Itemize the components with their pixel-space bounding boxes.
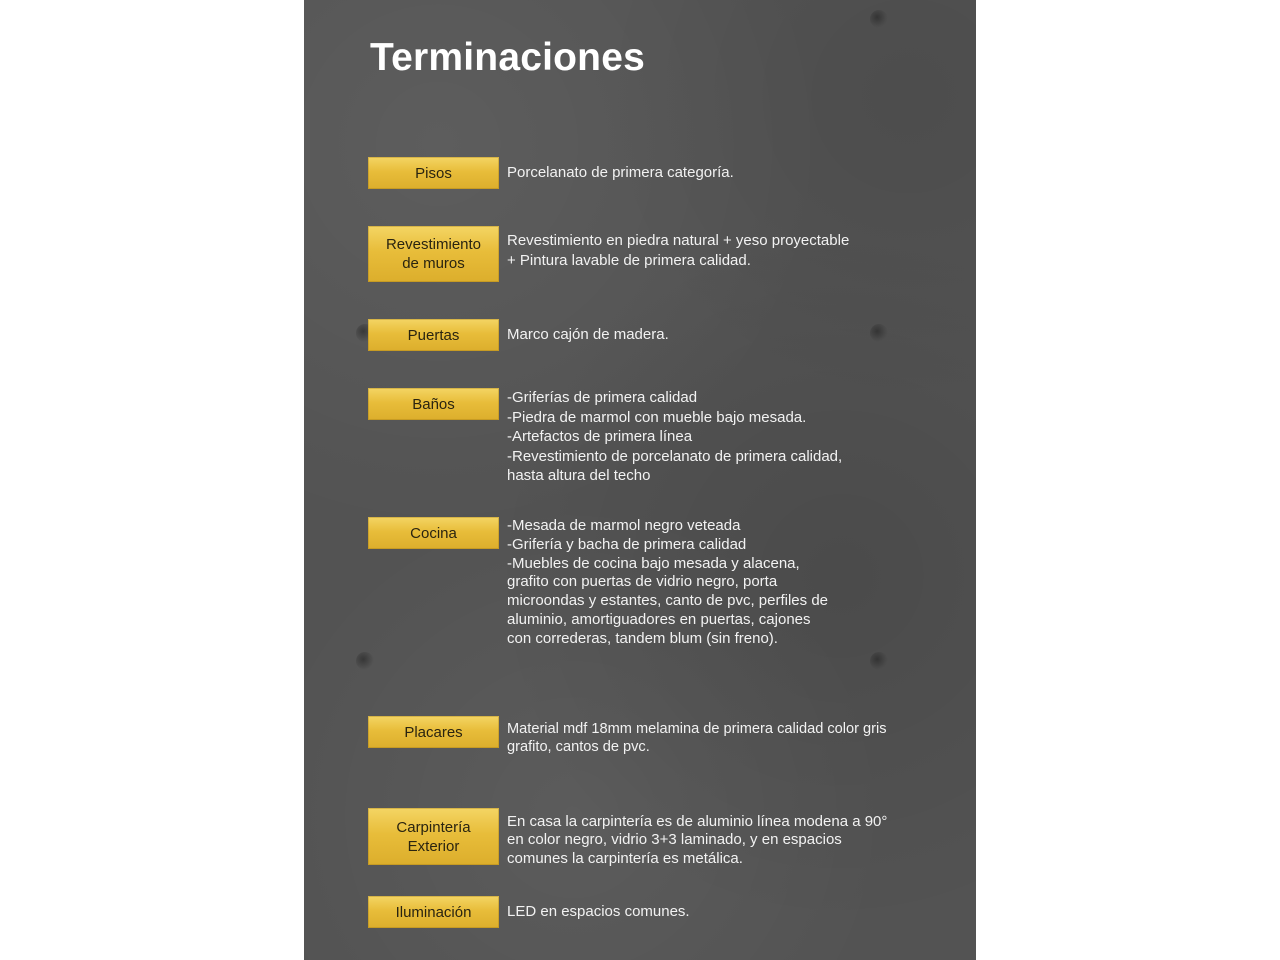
category-label: Baños — [368, 388, 499, 420]
category-description: Marco cajón de madera. — [507, 326, 669, 343]
category-label: Cocina — [368, 517, 499, 549]
category-description: Porcelanato de primera categoría. — [507, 164, 734, 181]
page-title: Terminaciones — [370, 36, 645, 79]
category-label: Placares — [368, 716, 499, 748]
concrete-hole-decoration — [870, 10, 888, 28]
category-description: LED en espacios comunes. — [507, 903, 690, 920]
category-label: Revestimiento de muros — [368, 226, 499, 282]
concrete-hole-decoration — [356, 652, 374, 670]
concrete-hole-decoration — [870, 652, 888, 670]
category-description: -Griferías de primera calidad -Piedra de marmol con mueble bajo mesada. -Artefactos de primera línea -Revestimiento de porcelanato de primera calidad, hasta altura del techo — [507, 389, 843, 484]
category-description: En casa la carpintería es de aluminio línea modena a 90° en color negro, vidrio 3+3 laminado, y en espacios comunes la carpintería es metálica. — [507, 813, 888, 867]
category-label: Pisos — [368, 157, 499, 189]
category-description: Material mdf 18mm melamina de primera calidad color gris grafito, cantos de pvc. — [507, 721, 887, 755]
category-description: Revestimiento en piedra natural + yeso proyectable + Pintura lavable de primera calidad. — [507, 232, 850, 269]
category-label: Puertas — [368, 319, 499, 351]
category-description: -Mesada de marmol negro veteada -Grifería y bacha de primera calidad -Muebles de cocina bajo mesada y alacena, grafito con puertas de vidrio negro, porta microondas y estantes, canto de pvc, perfiles de aluminio, amortiguadores en puertas, cajones con correderas, tandem blum (sin freno). — [507, 517, 829, 647]
finishes-page — [304, 0, 976, 960]
category-label: Carpintería Exterior — [368, 808, 499, 865]
category-label: Iluminación — [368, 896, 499, 928]
